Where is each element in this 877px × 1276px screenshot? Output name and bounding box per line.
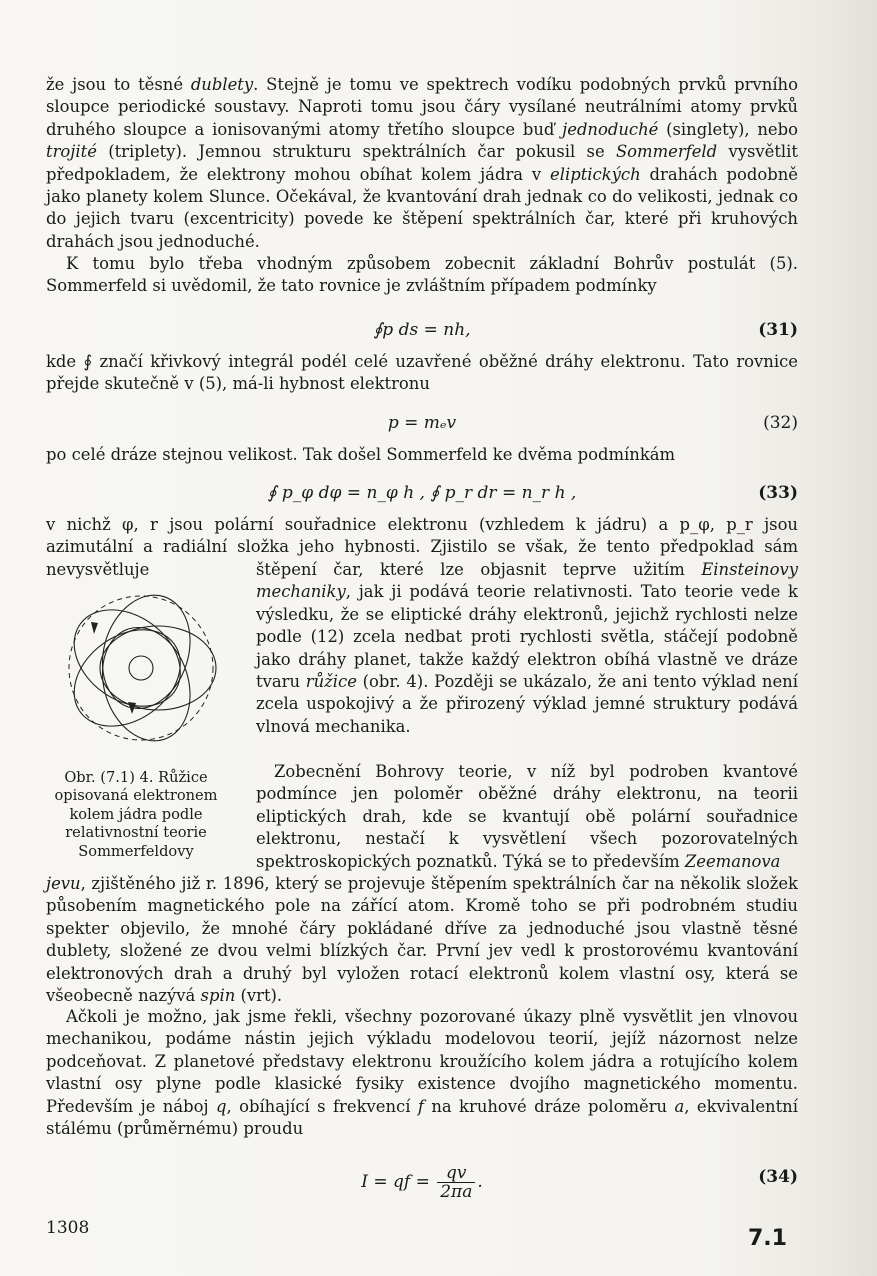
rosette-figure (46, 582, 236, 757)
figure-orbits (56, 584, 216, 753)
paragraph-6-wrap (256, 761, 798, 873)
paragraph-5-lead-text: v nichž φ, r jsou polární souřadnice elektronu (vzhledem k jádru) a p_φ, p_r jsou azimutální a radiální složka jeho hybnosti. Zjistilo se však, že tento předpoklad sám nevysvětluje (46, 515, 798, 579)
equation-34-number: (34) (758, 1167, 798, 1187)
equation-33-formula: ∮ p_φ dφ = n_φ h , ∮ p_r dr = n_r h , (267, 483, 577, 503)
equation-33-number: (33) (758, 483, 798, 503)
equation-32-formula: p = mₑv (387, 413, 457, 433)
paragraph-3 (46, 351, 798, 396)
equation-33 (46, 480, 798, 506)
paragraph-4-text: po celé dráze stejnou velikost. Tak došel Sommerfeld ke dvěma podmínkám (46, 445, 676, 464)
orbit-ellipse (100, 626, 216, 710)
paragraph-6-wrap-text: Zobecnění Bohrovy teorie, v níž byl podroben kvantové podmínce jen poloměr oběžné dráhy elektronu, na teorii eliptických drah, kde se kvantují obě polární souřadnice elektronu, nestačí k vysvětlení všech pozorovatelných spektroskopických poznatků. Týká se to především Zeemanova (256, 762, 798, 871)
paragraph-7-text: Ačkoli je možno, jak jsme řekli, všechny pozorované úkazy plně vysvětlit jen vlnovou mechanikou, podáme nástin jejich výkladu modelovou teorií, jejíž názornost nelze podceňovat. Z planetové představy elektronu kroužícího kolem jádra a rotujícího kolem vlastní osy plyne podle klasické fysiky existence dvojího magnetického momentu. Především je náboj q, obíhající s frekvencí f na kruhové dráze poloměru a, ekvivalentní stálému (průměrnému) proudu (46, 1007, 798, 1139)
equation-31-formula: ∮p ds = nh, (373, 320, 471, 340)
caption-text: Obr. (7.1) 4. Růžice opisovaná elektronem kolem jádra podle relativnostní teorie Sommerfeldovy (54, 769, 218, 860)
equation-32 (46, 410, 798, 436)
section-number: 7.1 (748, 1226, 787, 1251)
paragraph-3-text: kde ∮ značí křivkový integrál podél celé uzavřené oběžné dráhy elektronu. Tato rovnice přejde skutečně v (5), má-li hybnost elektronu (46, 352, 798, 394)
equation-34 (46, 1160, 798, 1206)
paragraph-2-text: K tomu bylo třeba vhodným způsobem zobecnit základní Bohrův postulát (5). Sommerfeld si uvědomil, že tato rovnice je zvláštním případem podmínky (46, 254, 798, 296)
paragraph-6-rest (46, 873, 798, 1007)
equation-31 (46, 317, 798, 343)
paragraph-1-text: že jsou to těsné dublety. Stejně je tomu ve spektrech vodíku podobných prvků prvního sloupce periodické soustavy. Naproti tomu jsou čáry vysílané neutrálními atomy prvků druhého sloupce a ionisovanými atomy třetího sloupce buď jednoduché (singlety), nebo trojité (triplety). Jemnou strukturu spektrálních čar pokusil se Sommerfeld vysvětlit předpokladem, že elektrony mohou obíhat kolem jádra v eliptických drahách podobně jako planety kolem Slunce. Očekával, že kvantování drah jednak co do velikosti, jednak co do jejich tvaru (excentricity) povede ke štěpení spektrálních čar, které při kruhových drahách jsou jednoduché. (46, 75, 798, 251)
paragraph-2 (46, 253, 798, 298)
paragraph-5-wrap (256, 559, 798, 738)
page-number: 1308 (46, 1218, 90, 1238)
equation-32-number: (32) (763, 413, 798, 433)
arrow-icon (91, 622, 98, 634)
equation-34-formula: I = qf = $\frac{qv}{2\pi a}$ . (361, 1163, 483, 1202)
paragraph-1 (46, 74, 798, 253)
nucleus-circle (129, 656, 153, 680)
paragraph-7 (46, 1006, 798, 1140)
paragraph-4 (46, 444, 798, 466)
paragraph-5-wrap-text: štěpení čar, které lze objasnit teprve užitím Einsteinovy mechaniky, jak ji podává teorie relativnosti. Tato teorie vede k výsledku, že se eliptické dráhy elektronů, jejichž rychlosti nelze podle (12) zcela nedbat proti rychlosti světla, stáčejí podobně jako dráhy planet, takže každý elektron obíhá vlastně ve dráze tvaru růžice (obr. 4). Později se ukázalo, že ani tento výklad není zcela uspokojivý a že přirozený výklad jemné struktury podává vlnová mechanika. (256, 560, 798, 736)
equation-34-fraction: $\frac{qv}{2\pi a}$ (437, 1164, 475, 1201)
figure-caption (38, 769, 234, 861)
paragraph-6-rest-text: jevu, zjištěného již r. 1896, který se projevuje štěpením spektrálních čar na několik složek působením magnetického pole na zářící atom. Kromě toho se při podrobném studiu spekter objevilo, že mnohé čáry pokládané dříve za jednoduché jsou vlastně těsné dublety, složené ze dvou velmi blízkých čar. První jev vedl k prostorovému kvantování elektronových drah a druhý byl vyložen rotací elektronů kolem vlastní osy, která se všeobecně nazývá spin (vrt). (46, 874, 798, 1006)
equation-31-number: (31) (758, 320, 798, 340)
